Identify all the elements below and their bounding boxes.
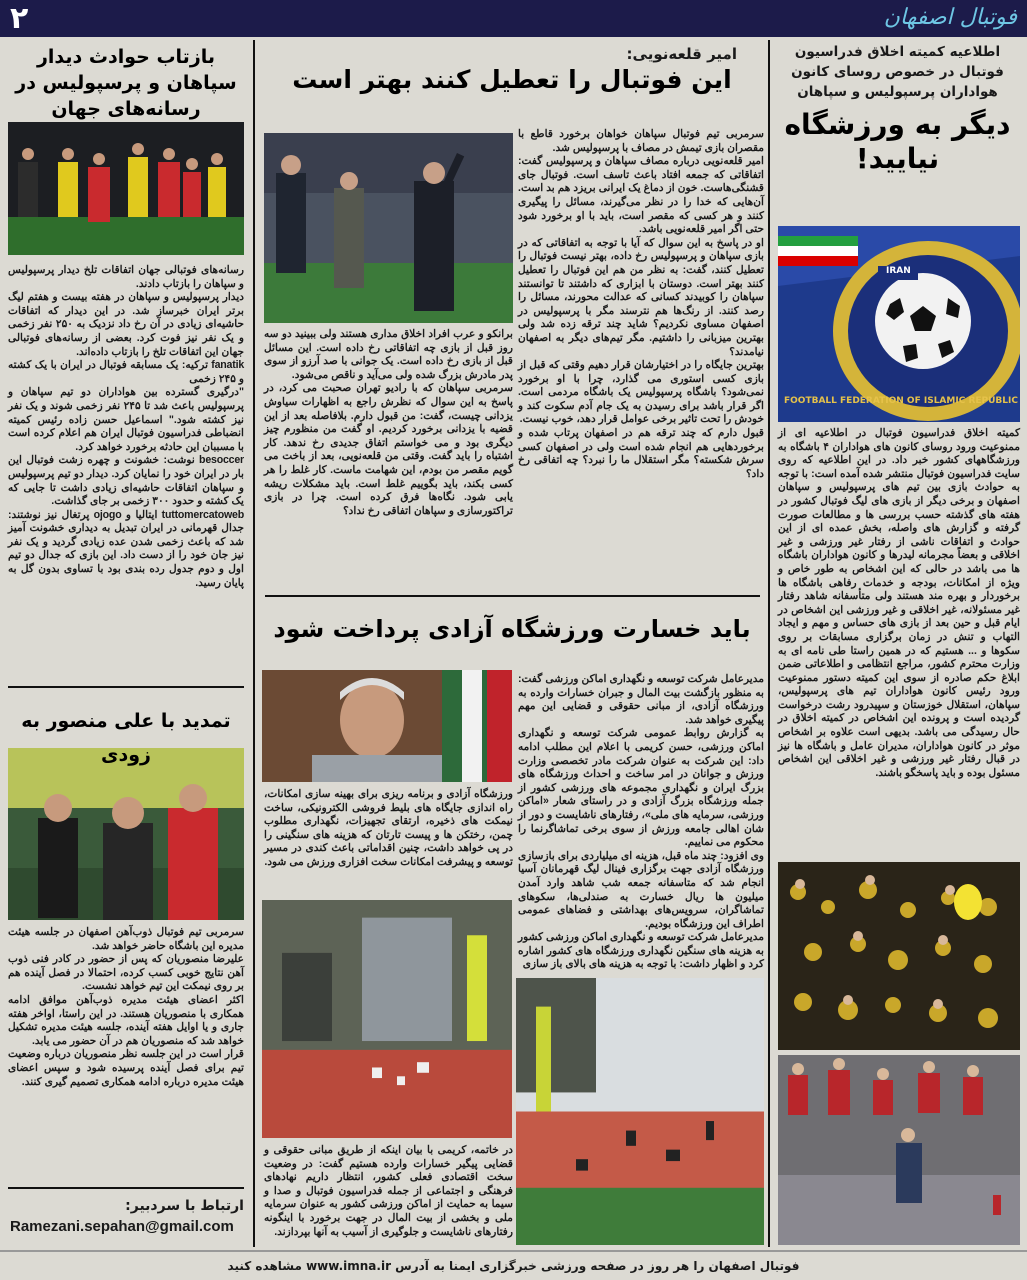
contact-email[interactable]: Ramezani.sepahan@gmail.com [10,1218,234,1235]
footer-text: مشاهده کنید [227,1259,307,1273]
article-kicker: امیر قلعه‌نویی: [626,45,737,63]
source-name: besoccer [199,454,244,467]
source-lead: پرتغال نیز نوشتند: [8,508,94,521]
footer-url-link[interactable]: www.imna.ir [306,1259,391,1273]
paragraph: علیرضا منصوریان که پس از حضور در کادر فنی ذوب آهن نتایج خوبی کسب کرده، احتمالا در فصل آینده هم بر روی نیمکت این تیم خواهد نشست. [8,953,244,993]
masthead [0,0,1027,37]
ghalenoei-photo [264,133,513,323]
paragraph: سرمربی سپاهان که با رادیو تهران صحبت می کرد، در پاسخ به این سوال که نظرش راجع به اظهارات سیاوش یزدانی چیست، گفت: من قبول دارم. بلافاصله بعد از این قضیه با یزدانی برخورد کردیم. او گفت من منظورم چیز دیگری بود و می خواستم اتفاق جدیدی رخ ندهد. کار اشتباه را باید گفت. وقتی من قلعه‌نویی، بعد از باخت می گویم مقصر من بودم، این شهامت ماست. کار غلط را هر کسی بکند، باید بگوییم غلط است. باید مشکلات ریشه یابی شود. نگاه‌ها فرق کرده است. چرا در بازی تراکتورسازی و سپاهان اتفاقی رخ نداد؟ [264,382,513,517]
article-headline: تمدید با علی منصور به زودی [21,710,231,766]
media-quote: یک مسابقه فوتبال در ایران با یک کشته و ۲۴۵ زخمی [8,359,244,385]
paragraph: قرار است در این جلسه نظر منصوریان درباره وضعیت تیم برای فصل آینده پرسیده شود و سپس اعضای هیئت مدیره درباره ادامه همکاری تصمیم گیری کنند. [8,1048,244,1088]
column-divider [768,40,770,1247]
center-top-body-right [518,128,764,481]
media-item [8,509,244,591]
media-item [8,359,244,386]
article-headline: دیگر به ورزشگاه نیایید! [784,108,1011,175]
paragraph: سرمربی تیم فوتبال سپاهان خواهان برخورد قاطع با مقصران بازی تیمش در مصاف با پرسپولیس شد. [518,128,764,154]
iran-badge-text: IRAN [886,266,911,276]
federation-logo-text: FOOTBALL FEDERATION OF ISLAMIC REPUBLIC [784,396,1018,406]
paragraph: برانکو و عرب افراد اخلاق مداری هستند ولی ببینید دو سه روز قبل از بازی چه اتفاقاتی رخ داده است. این مسائل قبل از بازی رخ داده است. یک جوانی با صد آرزو از سوی پدر مادرش بزرگ شده ولی می‌آید و ناقص می‌شود. [264,328,513,381]
footer-promo [0,1250,1027,1280]
contact-label: ارتباط با سردبیر: [125,1198,244,1214]
paragraph: امیر قلعه‌نویی درباره مصاف سپاهان و پرسپولیس گفت: اتفاقاتی که جمعه افتاد باعث تاسف است. فوتبال جای قشنگی‌هاست. خون از دماغ یک ایرانی بریزد هم بد است. آن‌هایی که خدا را در نظر می‌گیرند، مسائل را پیگیری کنند و هر کسی که مقصر است، باید با او برخورد شود حتی اگر امیر قلعه‌نویی باشد. [518,155,764,236]
source-lead: ایتالیا و [121,508,162,521]
footer-text: فوتبال اصفهان را هر روز در صفحه ورزشی خبرگزاری ایمنا به آدرس [391,1259,800,1273]
article-headline: بازتاب حوادث دیدار سپاهان و پرسپولیس در رسانه‌های جهان [15,46,237,120]
paragraph: قبول دارم که چند ترقه هم در اصفهان پرتاب شده و برخوردهایی هم انجام شده است ولی در اصفهان کسی سرش شکسته؟ مگر استقلال ما را نبرد؟ چه اتفاقی رخ داد؟ [518,427,764,480]
paragraph: به گزارش روابط عمومی شرکت توسعه و نگهداری اماکن ورزشی، حسن کریمی با اعلام این مطلب ادامه داد: این شرکت به عنوان شرکت مادر تخصصی وزارت ورزش و جوانان در امر ساخت و احداث ورزشگاه های بزرگ ایران و نگهداری مجموعه های ورزشی کشور از جمله ورزشگاه بزرگ آزادی و در راستای شعار «اماکن ورزشی، سرمایه های ملی»، رفتارهای ناشایست و دور از شان اهالی جامعه ورزش از سوی برخی تماشاگرنما را محکوم می نماییم. [518,727,764,849]
media-item [8,386,244,454]
paragraph: در خاتمه، کریمی با بیان اینکه از طریق مبانی حقوقی و قضایی پیگیر خسارات وارده هستیم گفت: در وضعیت سخت اقتصادی فعلی کشور، انتظار داریم نهادهای فرهنگی و اجتماعی از جمله فدراسیون فوتبال و صدا و سیما به حمایت از اماکن ورزشی کشور به عنوان سرمایه ملی و بخشی از بیت المال در جهت برخورد با اینگونه رفتارهای ناشایست و جلوگیری از آسیب به آنها بپردازند. [264,1144,513,1238]
paragraph: دیدار پرسپولیس و سپاهان در هفته بیست و هفتم لیگ برتر ایران خبرساز شد. در این دیدار که اتفاقات حاشیه‌ای زیادی در آن رخ داد نزدیک به ۲۵۰ نفر زخمی و یک نفر نیز فوت کرد. بعضی از رسانه‌های فوتبالی جهان این اتفاقات تلخ را بازتاب داده‌اند. [8,291,244,358]
section-divider [8,686,244,688]
karimi-photo [262,670,512,782]
column-divider [253,40,255,1247]
media-quote: "درگیری گسترده بین هواداران دو تیم سپاهان و پرسپولیس باعث شد تا ۲۴۵ نفر زخمی شوند و یک نفر نیز کشته شود." اسماعیل حسن زاده رئیس کمیته انضباطی فدراسیون فوتبال ایران هم اعلام کرده است با مسببان این حادثه برخورد خواهد کرد. [8,386,244,453]
source-name: tuttomercatoweb [161,508,244,521]
source-lead: نوشت: [159,454,200,467]
mansourian-photo [8,748,244,920]
fans-red-photo [778,1055,1020,1245]
article-headline: این فوتبال را تعطیل کنند بهتر است [292,65,732,94]
paragraph: بهترین جایگاه را در اختیارشان قرار دهیم وقتی که قبل از بازی کسی استوری می گذارد، چرا با او برخورد نمی‌شود؟ باشگاه پرسپولیس یک باشگاه مردمی است. اگر قرار باشد برای رسیدن به یک جام آدم سکوت کند و خودش را تحت تاثیر برخی عوامل قرار دهد، خوب نیست. [518,359,764,426]
center-bottom-body-right [518,673,764,972]
fans-yellow-photo [778,862,1020,1050]
newspaper-logo: فوتبال اصفهان [883,5,1017,30]
right-column-header [775,42,1020,176]
section-divider [265,595,760,597]
media-quote: جدال قهرمانی در ایران تبدیل به دیداری خشونت آمیز شد که باعث زخمی شدن عده زیادی گردید و یک نفر نیز جان خود را از دست داد. این بازی که جدال دو تیم اول و دوم جدول رده بندی بود با تساوی بدون گل به پایان رسید. [8,522,244,589]
center-top-body-left [264,328,513,518]
left-top-body [8,264,244,590]
media-quote: خشونت و چهره زشت فوتبال این بار در ایران خود را نمایان کرد. دیدار دو تیم پرسپولیس و سپاهان اتفاقات حاشیه‌ای زیادی داشت تا جایی که یک کشته و حدود ۳۰۰ زخمی بر جای گذاشت. [8,454,244,508]
source-name: fanatik [211,359,245,372]
media-item [8,454,244,508]
source-lead: ترکیه: [178,359,212,372]
source-name: ojogo [93,508,122,521]
right-column-body: کمیته اخلاق فدراسیون فوتبال در اطلاعیه ای از ممنوعیت ورود روسای کانون های هواداران ۴ باشگاه به ورزشگاههای کشور خبر داد. در این اطلاعیه که روی سایت فدراسیون فوتبال منتشر شده آمده است: با توجه به حوادث بازی بین تیم های پرسپولیس و سپاهان اصفهان و برخی دیگر از بازی های لیگ فوتبال کشور در هفته های گذشته حسب بررسی ها و مطالعات صورت گرفته و گزارش های واصله، بخش عمده ای از این حوادث و اتفاقات ناشی از رفتار غیر ورزشی و غیر اخلاقی و بعضاً مجرمانه لیدرها و کانون هواداران باشگاه ها می باشد در حالی که این اشخاص به طور خاص و ویژه از امکانات، بودجه و خدمات رفاهی باشگاه ها برخوردار و بهره مند هستند ولی متأسفانه شاهد رفتار غیر مسئولانه، غیر اخلاقی و غیر ورزشی این اشخاص در ایام قبل و حین بعد از بازی های حساس و مهم و ایجاد التهاب و تنش در زمان برگزاری مسابقات بر روی سکوها و ... هستیم که در همین راستا طی نامه ای به وزارت محترم کشور، مراجع انتظامی و اطلاعاتی ضمن ابلاغ حکم صادره از سوی این کمیته دستور ممنوعیت ورود رئیس کانون هواداران تیم های پرسپولیس، سپاهان، استقلال خوزستان و سپیدرود رشت درخواست گردیده است و پرونده این اشخاص در کمیته اخلاق در حال رسیدگی می باشد. بدیهی است علاوه بر اشخاص موثر در کانون هواداران، مدیران عامل و باشگاه ها نیز در قبال رفتار غیر ورزشی و غیر اخلاقی این اشخاص مسئول بوده و باید پاسخگو باشند. [778,427,1020,779]
section-divider [8,1187,244,1189]
paragraph: اکثر اعضای هیئت مدیره ذوب‌آهن موافق ادامه همکاری با منصوریان هستند. در این راستا، اواخر هفته جاری و یا اوایل هفته آینده، جلسه هیئت مدیره تشکیل خواهد شد که منصوریان هم در آن حضور می یابد. [8,993,244,1047]
center-bottom-body-left-top [264,788,513,870]
page-number: ۲ [10,1,29,36]
editor-contact [8,1196,244,1238]
paragraph: مدیرعامل شرکت توسعه و نگهداری اماکن ورزشی کشور به هزینه های سنگین نگهداری ورزشگاه های کشور اشاره کرد و اظهار داشت: با توجه به هزینه های بالای باز سازی [518,931,764,971]
left-bottom-body [8,926,244,1089]
stadium-damage-photo-1 [262,900,512,1138]
article-headline: باید خسارت ورزشگاه آزادی پرداخت شود [273,615,751,643]
center-top-header [262,40,762,96]
paragraph: ورزشگاه آزادی و برنامه ریزی برای بهینه سازی امکانات، راه اندازی جایگاه های بلیط فروشی الکترونیکی، ساخت نیمکت های ذخیره، ارتقای تجهیزات، نگهداری مطلوب چمن، رختکن ها و پیست تارتان که هزینه های سنگینی را در پی خواهد داشت، چنین اقداماتی باعث کندی در مسیر توسعه و پیشرفت امکانات سخت افزاری ورزش می شود. [264,788,513,868]
stadium-damage-photo-2 [516,978,764,1245]
paragraph: او در پاسخ به این سوال که آیا با توجه به اتفاقاتی که در بازی سپاهان و پرسپولیس رخ داده، بهتر نیست فوتبال را تعطیل کنند، گفت: به نظر من هم این فوتبال را تعطیل کنند بهتر است. دوستان با ابزاری که داشتند تا توانستند سپاهان را کوبیدند کسانی که عدالت محورند، مسائل را رصد کنند. از رنگ‌ها هم نترسند مگر با پرسپولیس در اصفهان مساوی نکردیم؟ شاید چند ترقه زده شد ولی بهترین میزبانی را داشتیم. مگر تیم‌های دیگر به اصفهان نیامدند؟ [518,236,764,358]
match-incident-photo [8,122,244,255]
federation-logo-photo [778,226,1020,422]
center-bottom-body-left-bottom [264,1144,513,1239]
paragraph: سرمربی تیم فوتبال ذوب‌آهن اصفهان در جلسه هیئت مدیره این باشگاه حاضر خواهد شد. [8,926,244,952]
paragraph: رسانه‌های فوتبالی جهان اتفاقات تلخ دیدار پرسپولیس و سپاهان را بازتاب دادند. [8,264,244,290]
paragraph: وی افزود: چند ماه قبل، هزینه ای میلیاردی برای بازسازی ورزشگاه آزادی جهت برگزاری فینال لیگ قهرمانان آسیا انجام شد که متاسفانه جمعه شب شاهد وارد آمدن میلیون ها ریال خسارت به صندلی‌ها، سکوهای تماشاگران، سرویس‌های بهداشتی و فضاهای عمومی اطراف این ورزشگاه بودیم. [518,849,764,930]
article-kicker: اطلاعیه کمیته اخلاق فدراسیون فوتبال در خصوص روسای کانون هواداران پرسپولیس و سپاهان [791,44,1004,100]
paragraph: مدیرعامل شرکت توسعه و نگهداری اماکن ورزشی گفت: به منظور بازگشت بیت المال و جبران خسارات وارده به ورزشگاه آزادی، از مبانی حقوقی و قضایی این مهم پیگیری خواهد شد. [518,673,764,726]
